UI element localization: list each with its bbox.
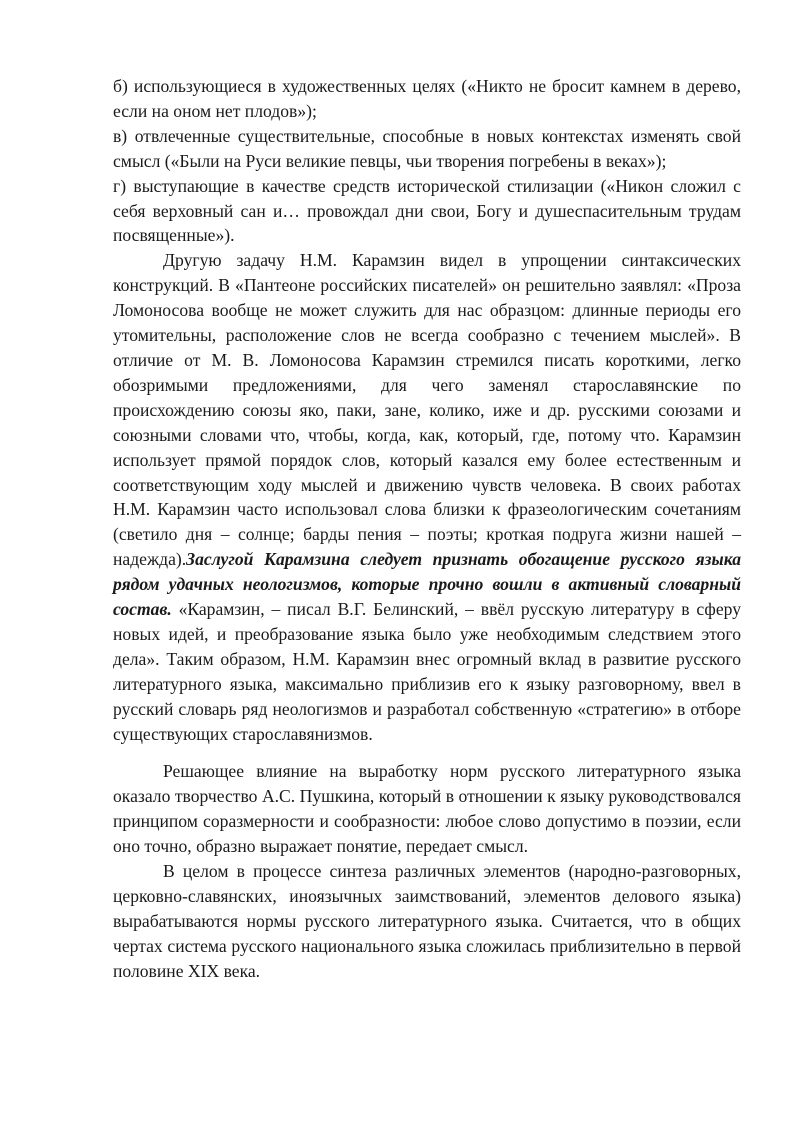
paragraph-conclusion: В целом в процессе синтеза различных элементов (народно-разговорных, церковно-славянских, иноязычных заимствований, элементов делового языка) вырабатываются нормы русского литературного языка. Считается, что в общих чертах система русского национального языка сложилась приблизительно в первой половине XIX века.	[113, 861, 741, 981]
list-item-v: в) отвлеченные существительные, способные в новых контекстах изменять свой смысл («Были на Руси великие певцы, чьи творения погребены в веках»);	[113, 125, 741, 171]
paragraph-karamzin-quote: «Карамзин, – писал В.Г. Белинский, – ввёл русскую литературу в сферу новых идей, и преобразование языка было уже необходимым следствием этого дела». Таким образом, Н.М. Карамзин внес огромный вклад в развитие русского литературного языка, максимально приблизив его к языку разговорному, ввел в русский словарь ряд неологизмов и разработал собственную «стратегию» в отборе существующих старославянизмов.	[113, 599, 741, 744]
list-item-b: б) использующиеся в художественных целях («Никто не бросит камнем в дерево, если на оном нет плодов»);	[113, 76, 741, 121]
document-page	[113, 74, 741, 984]
paragraph-pushkin: Решающее влияние на выработку норм русского литературного языка оказало творчество А.С. Пушкина, который в отношении к языку руководствовался принципом соразмерности и сообразности: любое слово допустимо в поэзии, если оно точно, образно выражает понятие, передает смысл.	[113, 761, 741, 857]
paragraph-karamzin	[113, 248, 741, 746]
paragraph-karamzin-text: Другую задачу Н.М. Карамзин видел в упрощении синтаксических конструкций. В «Пантеоне российских писателей» он решительно заявлял: «Проза Ломоносова вообще не может служить для нас образцом: длинные периоды его утомительны, расположение слов не всегда сообразно с течением мыслей». В отличие от М. В. Ломоносова Карамзин стремился писать короткими, легко обозримыми предложениями, для чего заменял старославянские по происхождению союзы яко, паки, зане, колико, иже и др. русскими союзами и союзными словами что, чтобы, когда, как, который, где, потому что. Карамзин использует прямой порядок слов, который казался ему более естественным и соответствующим ходу мыслей и движению чувств человека. В своих работах Н.М. Карамзин часто использовал слова близки к фразеологическим сочетаниям (светило дня – солнце; барды пения – поэты; кроткая подруга жизни нашей – надежда).	[113, 250, 741, 570]
list-item-g: г) выступающие в качестве средств исторической стилизации («Никон сложил с себя верховный сан и… провождал дни свои, Богу и душеспасительным трудам посвященные»).	[113, 175, 741, 246]
emphasis-text: Заслугой Карамзина следует признать обогащение русского языка рядом удачных неологизмов, которые прочно вошли в активный словарный состав.	[113, 549, 741, 620]
